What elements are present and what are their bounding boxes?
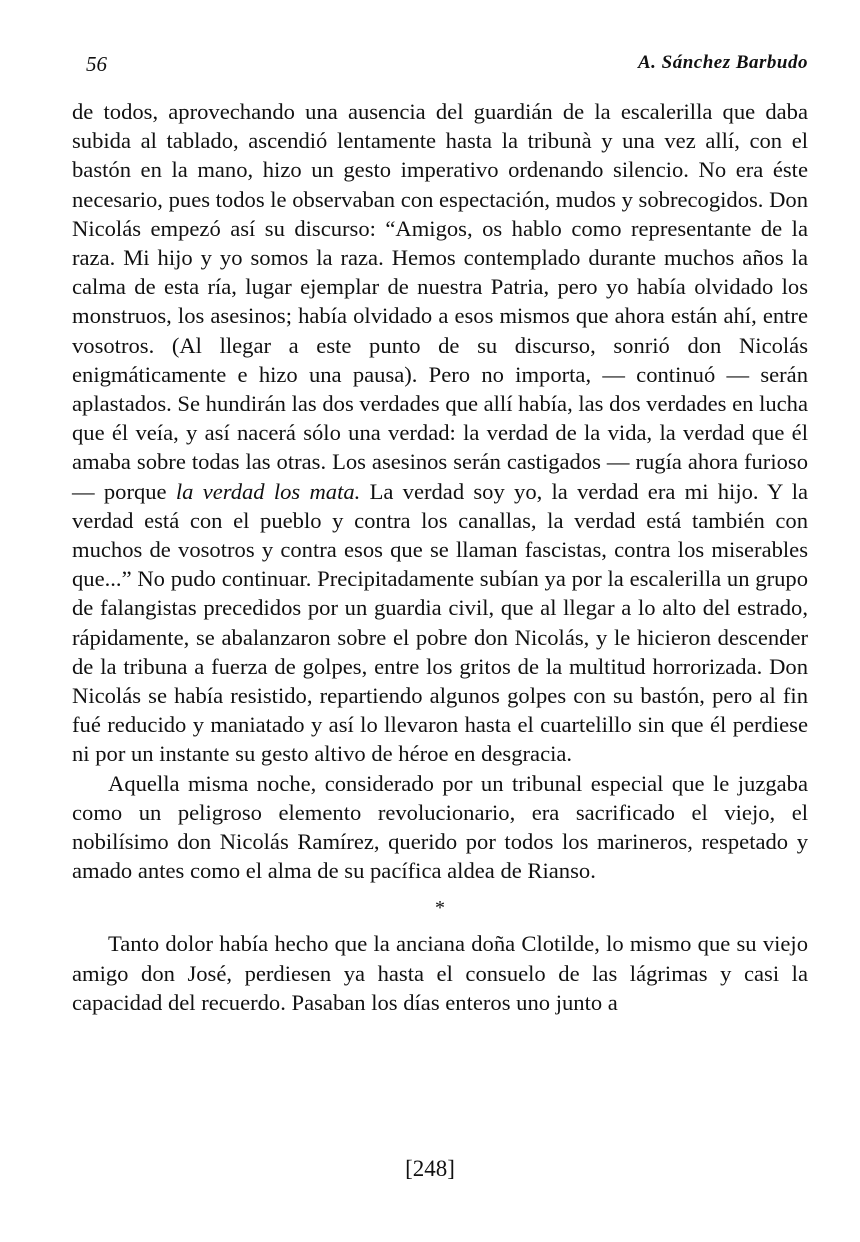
paragraph-continued bbox=[72, 97, 808, 769]
paragraph: Tanto dolor había hecho que la anciana doña Clotilde, lo mismo que su viejo amigo don José, perdiesen ya hasta el consuelo de las lágrimas y casi la capacidad del recuerdo. Pasaban los días enteros uno junto a bbox=[72, 931, 808, 1015]
folio-number: [248] bbox=[405, 1156, 455, 1181]
paragraph: Aquella misma noche, considerado por un tribunal especial que le juzgaba como un peligroso elemento revolucionario, era sacrificado el viejo, el nobilísimo don Nicolás Ramírez, querido por todos los marineros, respetado y amado antes como el alma de su pacífica aldea de Rianso. bbox=[72, 770, 808, 884]
section-separator: * bbox=[435, 897, 445, 920]
page-number: 56 bbox=[86, 52, 107, 76]
italic-phrase: la verdad los mata. bbox=[175, 478, 361, 504]
paragraph-text: de todos, aprovechando una ausencia del guardián de la escalerilla que daba subida al tablado, ascendió lentamente hasta la tribunà y una vez allí, con el bastón en la mano, hizo un gesto imperativo ordenando silencio. No era éste necesario, pues todos le observaban con espectación, mudos y sobrecogidos. Don Nicolás empezó así su discurso: “Amigos, os hablo como representante de la raza. Mi hijo y yo somos la raza. Hemos contemplado durante muchos años la calma de esta ría, lugar ejemplar de nuestra Patria, pero yo había olvidado los monstruos, los asesinos; había olvidado a esos mismos que ahora están ahí, entre vosotros. (Al llegar a este punto de su discurso, sonrió don Nicolás enigmáticamente e hizo una pausa). Pero no importa, — continuó — serán aplastados. Se hundirán las dos verdades que allí había, las dos verdades en lucha que él veía, y así nacerá sólo una verdad: la verdad de la vida, la verdad que él amaba sobre todas las otras. Los asesinos serán castigados — rugía ahora furioso — porque bbox=[72, 99, 808, 504]
page-header bbox=[86, 52, 808, 82]
body-text bbox=[72, 97, 808, 1017]
paragraph-text: La verdad soy yo, la verdad era mi hijo. Y la verdad está con el pueblo y contra los canallas, la verdad está también con muchos de vosotros y contra esos que se llaman fascistas, contra los miserables que...” No pudo continuar. Precipitadamente subían ya por la escalerilla un grupo de falangistas precedidos por un guardia civil, que al llegar a lo alto del estrado, rápidamente, se abalanzaron sobre el pobre don Nicolás, y le hicieron descender de la tribuna a fuerza de golpes, entre los gritos de la multitud horrorizada. Don Nicolás se había resistido, repartiendo algunos golpes con su bastón, pero al fin fué reducido y maniatado y así lo llevaron hasta el cuartelillo sin que él perdiese ni por un instante su gesto altivo de héroe en desgracia. bbox=[72, 478, 809, 767]
running-head-author: A. Sánchez Barbudo bbox=[637, 52, 808, 73]
